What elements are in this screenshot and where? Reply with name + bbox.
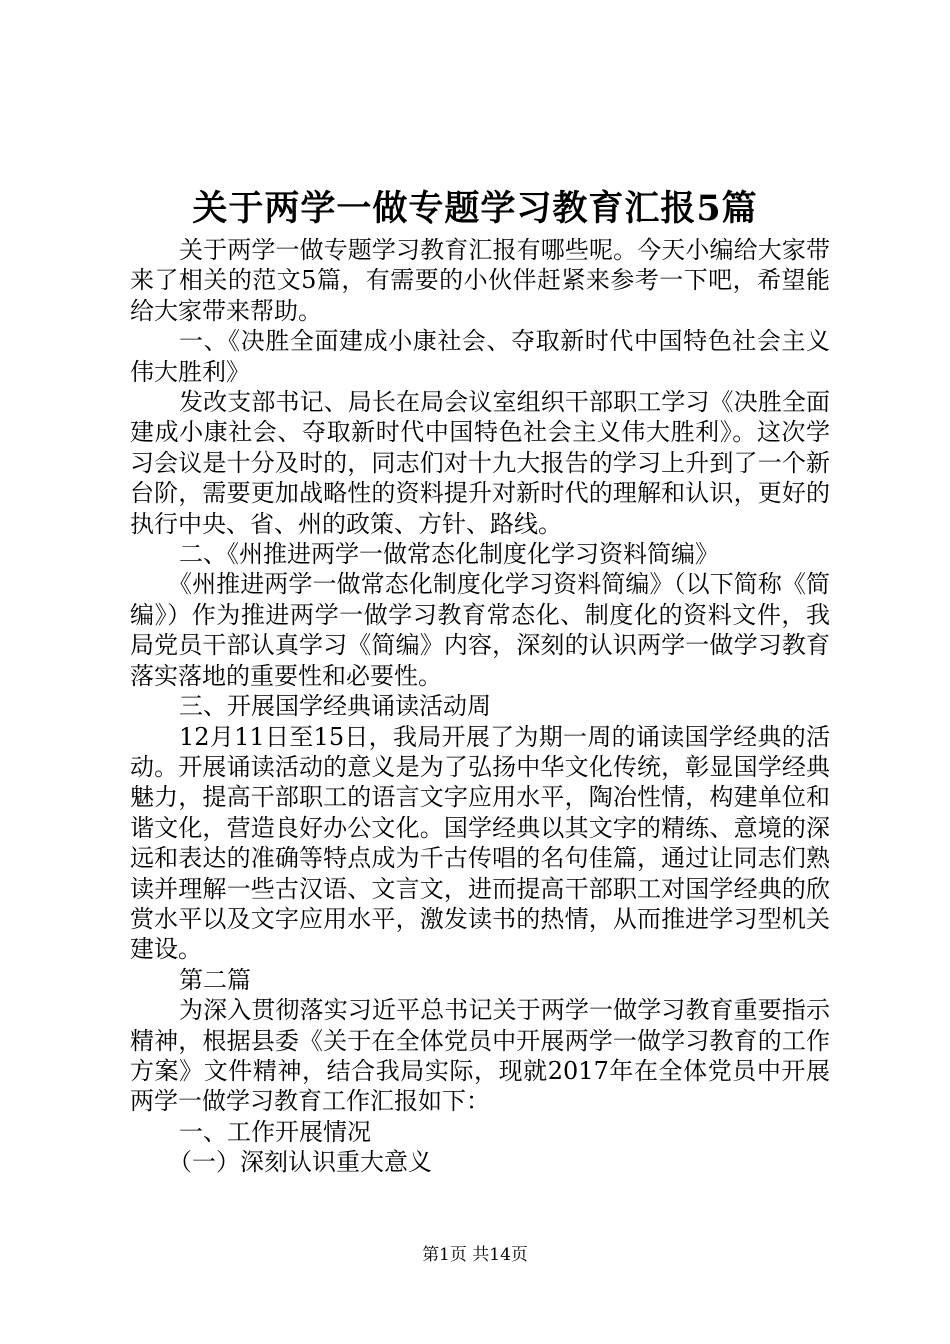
body-paragraph: 为深入贯彻落实习近平总书记关于两学一做学习教育重要指示精神，根据县委《关于在全体党员中开展两学一做学习教育的工作方案》文件精神，结合我局实际，现就2017年在全体党员中开展两学一做学习教育工作汇报如下：: [130, 996, 830, 1116]
body-paragraph: 《州推进两学一做常态化制度化学习资料简编》（以下简称《简编》）作为推进两学一做学习教育常态化、制度化的资料文件，我局党员干部认真学习《简编》内容，深刻的认识两学一做学习教育落实落地的重要性和必要性。: [130, 570, 830, 690]
subsection-heading: 一、工作开展情况: [179, 1117, 371, 1146]
chapter-heading: 第二篇: [179, 965, 251, 994]
page-footer: 第1页 共14页: [422, 1245, 528, 1265]
section-heading-1: 一、《决胜全面建成小康社会、夺取新时代中国特色社会主义伟大胜利》: [130, 327, 830, 386]
document-title: 关于两学一做专题学习教育汇报5篇: [192, 188, 758, 229]
section-heading-2: 二、《州推进两学一做常态化制度化学习资料简编》: [179, 540, 719, 569]
intro-paragraph: 关于两学一做专题学习教育汇报有哪些呢。今天小编给大家带来了相关的范文5篇，有需要的小伙伴赶紧来参考一下吧，希望能给大家带来帮助。: [130, 236, 830, 325]
body-paragraph: 发改支部书记、局长在局会议室组织干部职工学习《决胜全面建成小康社会、夺取新时代中国特色社会主义伟大胜利》。这次学习会议是十分及时的，同志们对十九大报告的学习上升到了一个新台阶，需要更加战略性的资料提升对新时代的理解和认识，更好的执行中央、省、州的政策、方针、路线。: [130, 388, 830, 538]
subsection-heading: （一）深刻认识重大意义: [168, 1148, 432, 1177]
document-body: [130, 235, 830, 1178]
body-paragraph: 12月11日至15日，我局开展了为期一周的诵读国学经典的活动。开展诵读活动的意义是为了弘扬中华文化传统，彰显国学经典魅力，提高干部职工的语言文字应用水平，陶冶性情，构建单位和谐文化，营造良好办公文化。国学经典以其文字的精练、意境的深远和表达的准确等特点成为千古传唱的名句佳篇，通过让同志们熟读并理解一些古汉语、文言文，进而提高干部职工对国学经典的欣赏水平以及文字应用水平，激发读书的热情，从而推进学习型机关建设。: [130, 722, 830, 964]
section-heading-3: 三、开展国学经典诵读活动周: [179, 692, 491, 721]
